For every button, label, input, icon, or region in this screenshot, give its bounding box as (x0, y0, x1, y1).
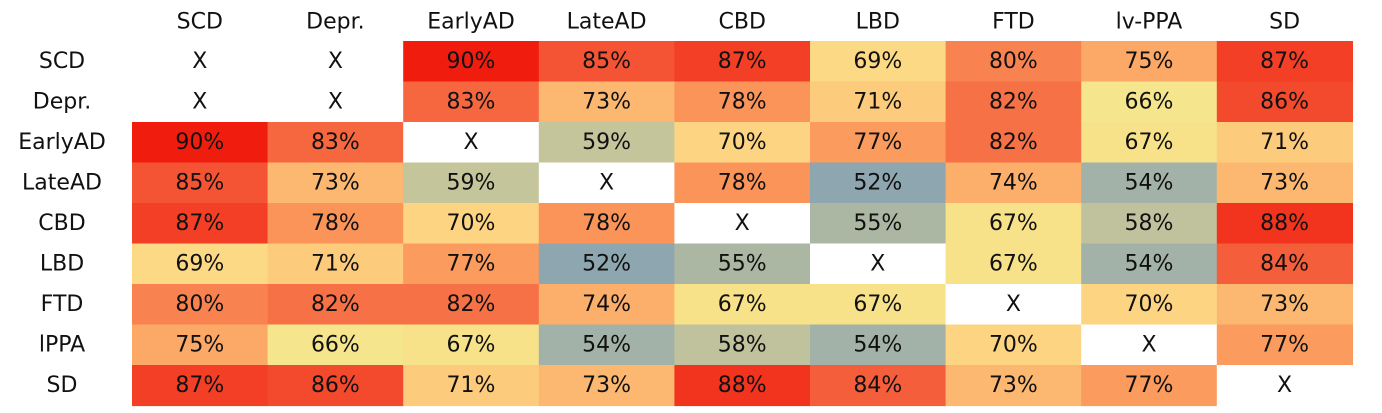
column-label-scd: SCD (176, 9, 223, 35)
cell-value-earlyad-scd: 90% (175, 129, 225, 155)
cell-value-sd-ftd: 73% (988, 372, 1038, 398)
cell-value-lppa-lbd: 54% (853, 332, 903, 358)
cell-value-cbd-latead: 78% (582, 210, 632, 236)
cell-value-lppa-scd: 75% (175, 332, 225, 358)
column-label-lv-ppa: lv-PPA (1115, 9, 1183, 35)
cell-value-sd-earlyad: 71% (446, 372, 496, 398)
cell-value-latead-scd: 85% (175, 170, 225, 196)
row-label-ftd: FTD (40, 291, 84, 317)
row-label-scd: SCD (38, 48, 86, 74)
cell-value-earlyad-sd: 71% (1260, 129, 1310, 155)
cell-value-depr-earlyad: 83% (446, 89, 496, 115)
row-label-earlyad: EarlyAD (18, 129, 106, 155)
cell-value-latead-sd: 73% (1260, 170, 1310, 196)
cell-value-ftd-sd: 73% (1260, 291, 1310, 317)
cell-value-cbd-lv-ppa: 58% (1124, 210, 1174, 236)
column-label-depr: Depr. (306, 9, 365, 35)
row-label-lppa: lPPA (38, 332, 86, 358)
cell-value-ftd-earlyad: 82% (446, 291, 496, 317)
cell-value-sd-scd: 87% (175, 372, 225, 398)
cell-value-cbd-depr: 78% (310, 210, 360, 236)
cell-value-earlyad-lv-ppa: 67% (1124, 129, 1174, 155)
cell-value-depr-scd: X (192, 89, 208, 115)
cell-value-lppa-latead: 54% (582, 332, 632, 358)
cell-value-lppa-earlyad: 67% (446, 332, 496, 358)
cell-value-ftd-lv-ppa: 70% (1124, 291, 1174, 317)
cell-value-cbd-scd: 87% (175, 210, 225, 236)
cell-value-scd-earlyad: 90% (446, 48, 496, 74)
cell-value-sd-sd: X (1277, 372, 1293, 398)
cell-value-lbd-ftd: 67% (988, 251, 1038, 277)
cell-value-earlyad-latead: 59% (582, 129, 632, 155)
cell-value-lppa-lv-ppa: X (1141, 332, 1157, 358)
cell-value-cbd-earlyad: 70% (446, 210, 496, 236)
cell-value-scd-latead: 85% (582, 48, 632, 74)
column-label-lbd: LBD (855, 9, 900, 35)
cell-value-scd-sd: 87% (1260, 48, 1310, 74)
cell-value-lbd-lv-ppa: 54% (1124, 251, 1174, 277)
cell-value-scd-lbd: 69% (853, 48, 903, 74)
cell-value-lbd-depr: 71% (310, 251, 360, 277)
column-label-ftd: FTD (992, 9, 1035, 35)
cell-value-cbd-sd: 88% (1260, 210, 1310, 236)
cell-value-scd-lv-ppa: 75% (1124, 48, 1174, 74)
cell-value-lppa-ftd: 70% (988, 332, 1038, 358)
cell-value-lbd-sd: 84% (1260, 251, 1310, 277)
cell-value-scd-scd: X (192, 48, 208, 74)
cell-value-lppa-depr: 66% (310, 332, 360, 358)
cell-value-sd-lv-ppa: 77% (1124, 372, 1174, 398)
column-label-latead: LateAD (566, 9, 647, 35)
cell-value-latead-lbd: 52% (853, 170, 903, 196)
cell-value-sd-cbd: 88% (717, 372, 767, 398)
cell-value-ftd-scd: 80% (175, 291, 225, 317)
column-label-earlyad: EarlyAD (427, 9, 515, 35)
cell-value-latead-lv-ppa: 54% (1124, 170, 1174, 196)
cell-value-depr-lv-ppa: 66% (1124, 89, 1174, 115)
cell-value-latead-cbd: 78% (717, 170, 767, 196)
cell-value-depr-lbd: 71% (853, 89, 903, 115)
cell-value-ftd-depr: 82% (310, 291, 360, 317)
cell-value-earlyad-depr: 83% (310, 129, 360, 155)
cell-value-lbd-cbd: 55% (717, 251, 767, 277)
row-label-lbd: LBD (39, 251, 85, 277)
cell-value-ftd-ftd: X (1005, 291, 1021, 317)
cell-value-scd-depr: X (327, 48, 343, 74)
cell-value-lppa-cbd: 58% (717, 332, 767, 358)
cell-value-ftd-lbd: 67% (853, 291, 903, 317)
cell-value-depr-latead: 73% (582, 89, 632, 115)
cell-value-depr-cbd: 78% (717, 89, 767, 115)
cell-value-cbd-ftd: 67% (988, 210, 1038, 236)
cell-value-ftd-latead: 74% (582, 291, 632, 317)
cell-value-lbd-lbd: X (870, 251, 886, 277)
cell-value-lppa-sd: 77% (1260, 332, 1310, 358)
cell-value-lbd-latead: 52% (582, 251, 632, 277)
cell-value-depr-ftd: 82% (988, 89, 1038, 115)
cell-value-cbd-cbd: X (734, 210, 750, 236)
cell-value-sd-depr: 86% (310, 372, 360, 398)
cell-value-lbd-earlyad: 77% (446, 251, 496, 277)
cell-value-depr-sd: 86% (1260, 89, 1310, 115)
cell-value-latead-depr: 73% (310, 170, 360, 196)
cell-value-earlyad-cbd: 70% (717, 129, 767, 155)
row-label-cbd: CBD (38, 210, 86, 236)
column-label-sd: SD (1269, 9, 1301, 35)
cell-value-latead-latead: X (599, 170, 615, 196)
column-label-cbd: CBD (718, 9, 766, 35)
cell-value-scd-ftd: 80% (988, 48, 1038, 74)
cell-value-latead-earlyad: 59% (446, 170, 496, 196)
cell-value-depr-depr: X (327, 89, 343, 115)
cell-value-scd-cbd: 87% (717, 48, 767, 74)
cell-value-sd-lbd: 84% (853, 372, 903, 398)
cell-value-cbd-lbd: 55% (853, 210, 903, 236)
cell-value-latead-ftd: 74% (988, 170, 1038, 196)
cell-value-lbd-scd: 69% (175, 251, 225, 277)
cell-value-earlyad-earlyad: X (463, 129, 479, 155)
row-label-latead: LateAD (22, 170, 102, 196)
row-label-depr: Depr. (32, 89, 92, 115)
cell-value-ftd-cbd: 67% (717, 291, 767, 317)
row-label-sd: SD (46, 372, 78, 398)
cell-value-earlyad-lbd: 77% (853, 129, 903, 155)
cell-value-earlyad-ftd: 82% (988, 129, 1038, 155)
cell-value-sd-latead: 73% (582, 372, 632, 398)
